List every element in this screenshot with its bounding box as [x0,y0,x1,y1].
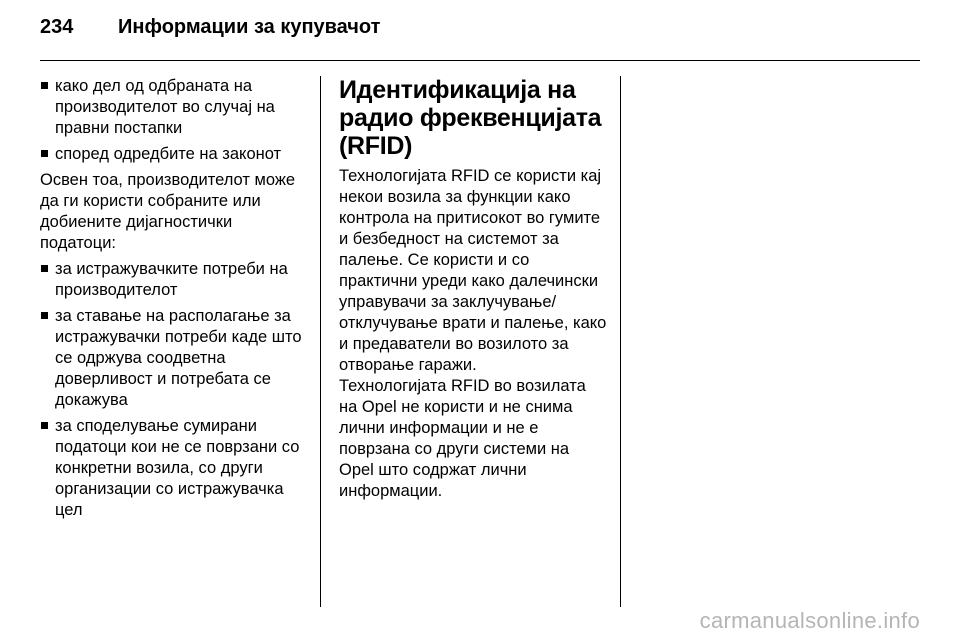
square-bullet-icon [41,312,48,319]
left-column [40,76,305,526]
column-divider [320,76,321,607]
watermark: carmanualsonline.info [699,608,920,633]
section-heading: Идентификација на радио фреквенцијата (RFID) [339,76,602,160]
list-item: според одредбите на законот [40,144,305,165]
square-bullet-icon [41,150,48,157]
square-bullet-icon [41,422,48,429]
body-paragraph: Технологијата RFID се користи кај некои возила за функции како контрола на притисокот во гумите и безбедност на системот за палење. Се користи и со практични уреди како далечински управувачи за заклучување/отклучување врати и палење, како и предаватели во возилото за отворање гаражи. [339,167,607,374]
header-divider [40,60,920,61]
bullet-list-bottom [40,259,305,521]
body-paragraph: Технологијата RFID во возилата на Opel не користи и не снима лични информации и не е поврзана со други системи на Opel што содржат лични информации. [339,377,586,500]
square-bullet-icon [41,82,48,89]
middle-column [339,76,607,502]
page-title: Информации за купувачот [118,16,381,38]
page-number: 234 [40,16,74,38]
page-header [40,16,380,46]
column-divider [620,76,621,607]
list-item: за истражувачките потреби на производителот [40,259,305,301]
list-item: за споделување сумирани податоци кои не се поврзани со конкретни возила, со други организации со истражувачка цел [40,416,305,521]
bullet-list-top [40,76,305,165]
list-item: за ставање на располагање за истражувачки потреби каде што се одржува соодветна доверливост и потребата се докажува [40,306,305,411]
body-paragraph: Освен тоа, производителот може да ги користи собраните или добиените дијагностички податоци: [40,171,296,252]
square-bullet-icon [41,265,48,272]
list-item: како дел од одбраната на производителот во случај на правни постапки [40,76,305,139]
